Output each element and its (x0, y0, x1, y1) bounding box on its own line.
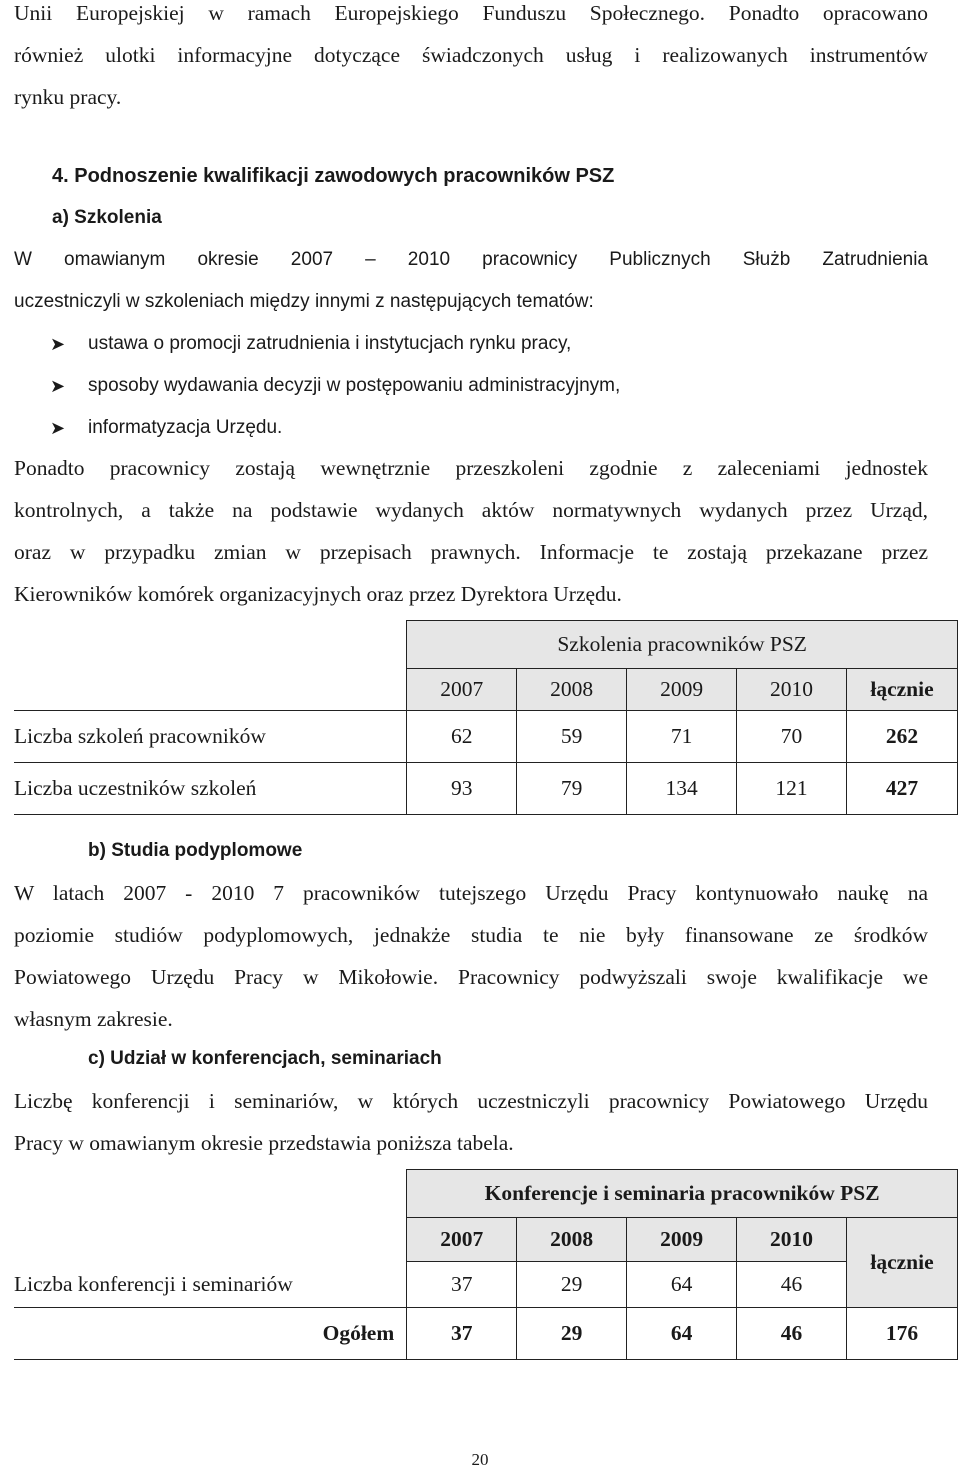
summary-label: Ogółem (14, 1308, 407, 1360)
table-cell: 46 (737, 1262, 847, 1308)
bullet-item: informatyzacja Urzędu. (88, 417, 283, 438)
table-cell: 71 (627, 711, 737, 763)
conference-table-title: Konferencje i seminaria pracowników PSZ (407, 1170, 958, 1218)
conference-table-corner (14, 1170, 407, 1262)
arrow-bullet-icon: ➤ (50, 418, 66, 438)
training-table-header-year: 2008 (517, 669, 627, 711)
training-table-title: Szkolenia pracowników PSZ (407, 621, 958, 669)
section-c-line-2: Pracy w omawianym okresie przedstawia poniższa tabela. (14, 1131, 514, 1155)
bullet-item: ustawa o promocji zatrudnienia i instytucjach rynku pracy, (88, 333, 572, 354)
table-cell: 59 (517, 711, 627, 763)
table-cell: 64 (627, 1262, 737, 1308)
section-a-heading: a) Szkolenia (52, 207, 162, 228)
section-a-paragraph-line-2: uczestniczyli w szkoleniach między innymi z następujących tematów: (14, 291, 594, 312)
section-a-paragraph2-line-4: Kierowników komórek organizacyjnych oraz przez Dyrektora Urzędu. (14, 582, 622, 606)
conference-table-header-year: 2010 (737, 1218, 847, 1262)
row-label: Liczba szkoleń pracowników (14, 711, 407, 763)
table-cell: 79 (517, 763, 627, 815)
section-c-line-1: Liczbę konferencji i seminariów, w których uczestniczyli pracownicy Powiatowego Urzędu (14, 1089, 928, 1113)
training-table-header-total: łącznie (847, 669, 958, 711)
section-a-paragraph2-line-2: kontrolnych, a także na podstawie wydanych aktów normatywnych wydanych przez Urząd, (14, 498, 928, 522)
section-c-heading: c) Udział w konferencjach, seminariach (88, 1048, 442, 1069)
table-cell: 62 (407, 711, 517, 763)
section-a-paragraph2-line-1: Ponadto pracownicy zostają wewnętrznie przeszkoleni zgodnie z zaleceniami jednostek (14, 456, 928, 480)
table-cell: 121 (737, 763, 847, 815)
section-a-paragraph2-line-3: oraz w przypadku zmian w przepisach prawnych. Informacje te zostają przekazane przez (14, 540, 928, 564)
arrow-bullet-icon: ➤ (50, 334, 66, 354)
training-table (14, 620, 958, 815)
conference-table-header-year: 2007 (407, 1218, 517, 1262)
conference-table-header-year: 2009 (627, 1218, 737, 1262)
table-row (14, 763, 958, 815)
training-table-header-year: 2007 (407, 669, 517, 711)
table-row (14, 1262, 958, 1308)
table-cell: 29 (517, 1308, 627, 1360)
section-b-line-2: poziomie studiów podyplomowych, jednakże studia te nie były finansowane ze środków (14, 923, 928, 947)
table-total-cell: 176 (847, 1308, 958, 1360)
conference-table (14, 1169, 958, 1360)
table-cell: 46 (737, 1308, 847, 1360)
table-total-cell: 262 (847, 711, 958, 763)
table-cell: 29 (517, 1262, 627, 1308)
section-b-line-1: W latach 2007 - 2010 7 pracowników tutejszego Urzędu Pracy kontynuowało naukę na (14, 881, 928, 905)
row-label: Liczba konferencji i seminariów (14, 1262, 407, 1308)
training-table-header-year: 2009 (627, 669, 737, 711)
section-a-paragraph-line-1: W omawianym okresie 2007 – 2010 pracownicy Publicznych Służb Zatrudnienia (14, 249, 928, 270)
arrow-bullet-icon: ➤ (50, 376, 66, 396)
intro-line-2: również ulotki informacyjne dotyczące świadczonych usług i realizowanych instrumentów (14, 43, 928, 67)
training-table-header-year: 2010 (737, 669, 847, 711)
table-cell: 134 (627, 763, 737, 815)
table-cell: 37 (407, 1262, 517, 1308)
table-cell: 70 (737, 711, 847, 763)
table-cell: 93 (407, 763, 517, 815)
section-b-line-4: własnym zakresie. (14, 1007, 173, 1031)
section-b-line-3: Powiatowego Urzędu Pracy w Mikołowie. Pracownicy podwyższali swoje kwalifikacje we (14, 965, 928, 989)
intro-line-3: rynku pracy. (14, 85, 122, 109)
conference-table-header-year: 2008 (517, 1218, 627, 1262)
intro-line-1: Unii Europejskiej w ramach Europejskiego Funduszu Społecznego. Ponadto opracowano (14, 1, 928, 25)
table-total-cell: 427 (847, 763, 958, 815)
table-cell: 64 (627, 1308, 737, 1360)
table-cell: 37 (407, 1308, 517, 1360)
section-b-heading: b) Studia podyplomowe (88, 840, 303, 861)
training-table-corner (14, 621, 407, 711)
table-row (14, 711, 958, 763)
table-row (14, 1308, 958, 1360)
section-4-heading: 4. Podnoszenie kwalifikacji zawodowych pracowników PSZ (52, 165, 615, 187)
conference-table-header-total: łącznie (847, 1218, 958, 1308)
row-label: Liczba uczestników szkoleń (14, 763, 407, 815)
bullet-item: sposoby wydawania decyzji w postępowaniu administracyjnym, (88, 375, 621, 396)
page-number: 20 (471, 1450, 489, 1469)
